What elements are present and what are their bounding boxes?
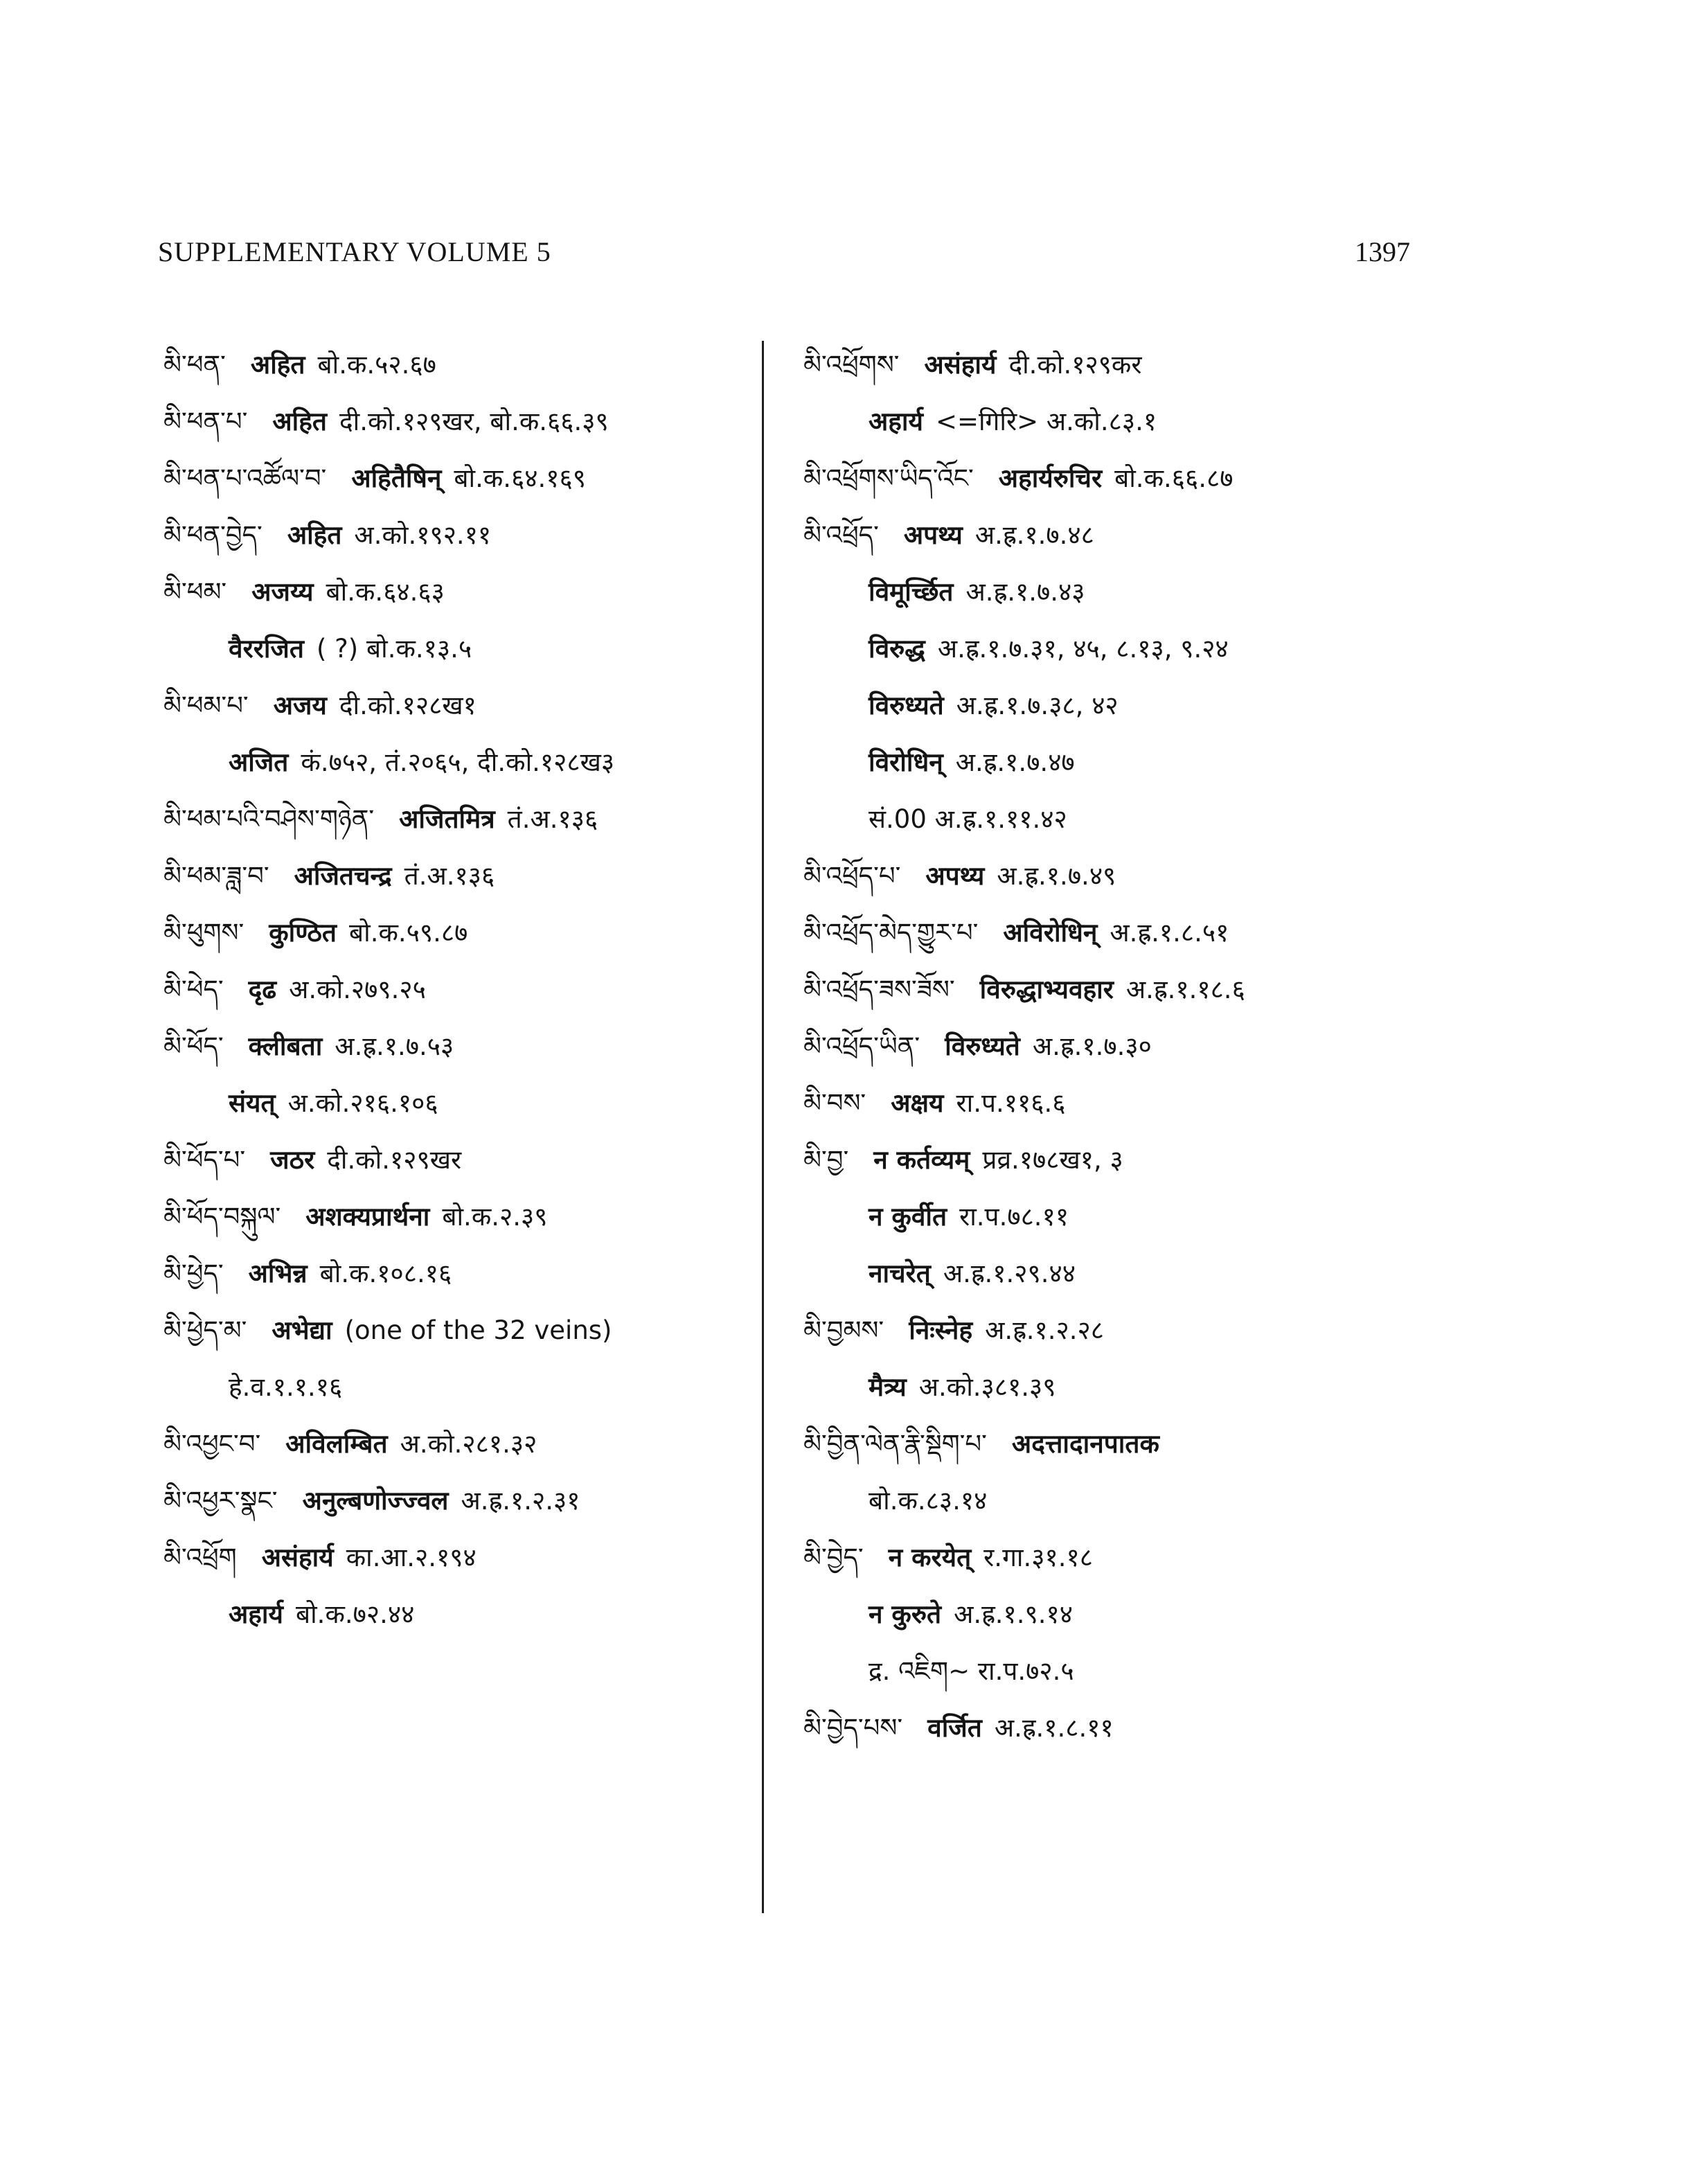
tibetan-headword: མི་ཕན་པ་འཚོལ་བ་ <box>163 463 327 493</box>
sanskrit-equivalent: विरोधिन् <box>869 747 943 777</box>
source-reference: तं.अ.१३६ <box>404 861 495 891</box>
page-number: 1397 <box>1355 236 1410 267</box>
source-reference: दी.को.१२९खर, बो.क.६६.३९ <box>339 407 609 436</box>
source-reference: अ.ह्र.१.७.३० <box>1032 1031 1152 1061</box>
sanskrit-equivalent: अभेद्या <box>271 1315 332 1345</box>
sanskrit-equivalent: अजितमित्र <box>399 804 495 834</box>
running-head <box>158 236 1410 268</box>
dictionary-entry <box>803 1018 1427 1075</box>
source-reference: अ.ह्र.१.७.३१, ४५, ८.१३, ९.२४ <box>937 634 1229 664</box>
sanskrit-equivalent: अक्षय <box>891 1088 944 1118</box>
source-reference: (one of the 32 veins) <box>344 1315 612 1345</box>
source-reference: कं.७५२, तं.२०६५, दी.को.१२८ख३ <box>301 747 615 777</box>
source-reference: अ.ह्र.१.७.४८ <box>974 520 1094 550</box>
sanskrit-equivalent: कुण्ठित <box>269 918 337 948</box>
dictionary-entry <box>803 507 1427 564</box>
tibetan-headword: མི་ཕོད་པ་ <box>163 1145 246 1175</box>
tibetan-headword: མི་ཕྱེད་ <box>163 1259 224 1288</box>
sanskrit-equivalent: न कुर्वीत <box>869 1202 947 1232</box>
sanskrit-equivalent: न कुरुते <box>869 1599 942 1629</box>
source-reference: का.आ.२.१९४ <box>346 1543 477 1572</box>
source-reference: तं.अ.१३६ <box>507 804 598 834</box>
sanskrit-equivalent: अजय्य <box>251 577 314 607</box>
sanskrit-equivalent: विरुद्ध <box>869 634 925 664</box>
sanskrit-equivalent: न कर्तव्यम् <box>873 1145 970 1175</box>
source-reference: अ.ह्र.१.२.२८ <box>985 1315 1105 1345</box>
tibetan-headword: མི་བྱིན་ལེན་རྣི་སྡིག་པ་ <box>803 1429 987 1459</box>
sanskrit-equivalent: विरुद्धाभ्यवहार <box>979 975 1114 1004</box>
tibetan-headword: མི་ཕམ་པའི་བཤེས་གཉེན་ <box>163 804 375 834</box>
tibetan-headword: མི་འཕྲོད་མེད་གྱུར་པ་ <box>803 918 979 948</box>
sanskrit-equivalent: क्लीबता <box>248 1031 323 1061</box>
sanskrit-equivalent: मैत्र्य <box>869 1372 907 1402</box>
tibetan-headword: མི་ཕམ་ <box>163 577 227 607</box>
dictionary-entry <box>163 1018 759 1075</box>
dictionary-entry <box>803 450 1427 507</box>
entry-continuation <box>803 791 1427 848</box>
dictionary-entry <box>163 677 759 734</box>
dictionary-entry <box>803 1075 1427 1132</box>
source-reference: <=गिरि> अ.को.८३.१ <box>935 407 1157 436</box>
dictionary-entry <box>803 1132 1427 1189</box>
tibetan-headword: མི་བྱམས་ <box>803 1315 884 1345</box>
dictionary-entry <box>163 848 759 905</box>
sanskrit-equivalent: अहित <box>250 350 305 380</box>
tibetan-headword: མི་བྱེད་པས་ <box>803 1713 903 1743</box>
entry-continuation <box>803 564 1427 621</box>
tibetan-headword: མི་འཕྱང་བ་ <box>163 1429 261 1459</box>
tibetan-headword: མི་བྱེད་ <box>803 1543 864 1572</box>
tibetan-headword: མི་ཕན་པ་ <box>163 407 248 436</box>
sanskrit-equivalent: अहार्य <box>229 1599 283 1629</box>
dictionary-entry <box>803 905 1427 961</box>
source-reference: हे.व.१.१.१६ <box>229 1372 343 1402</box>
entry-continuation <box>163 734 759 791</box>
dictionary-entry <box>803 848 1427 905</box>
tibetan-headword: མི་འཕྲོགས་ <box>803 350 900 380</box>
volume-title: SUPPLEMENTARY VOLUME 5 <box>158 236 551 267</box>
source-reference: बो.क.६४.१६९ <box>454 463 587 493</box>
tibetan-headword: མི་འཕྱར་སྣང་ <box>163 1486 278 1516</box>
entry-continuation <box>803 1586 1427 1643</box>
sanskrit-equivalent: अपथ्य <box>925 861 985 891</box>
sanskrit-equivalent: वर्जित <box>927 1713 982 1743</box>
source-reference: र.गा.३१.१८ <box>983 1543 1093 1572</box>
tibetan-headword: མི་འཕྲོགས་ཡིད་འོང་ <box>803 463 974 493</box>
sanskrit-equivalent: संयत् <box>229 1088 276 1118</box>
source-reference: सं.00 अ.ह्र.१.११.४२ <box>869 804 1067 834</box>
dictionary-entry <box>163 1473 759 1529</box>
entry-continuation <box>803 1189 1427 1245</box>
dictionary-entry <box>163 791 759 848</box>
dictionary-entry <box>803 337 1427 393</box>
dictionary-entry <box>803 961 1427 1018</box>
source-reference: बो.क.५९.८७ <box>349 918 468 948</box>
tibetan-headword: མི་ཕན་བྱེད་ <box>163 520 262 550</box>
tibetan-headword: མི་ཕྱེད་མ་ <box>163 1315 247 1345</box>
dictionary-entry <box>163 393 759 450</box>
entry-continuation <box>803 677 1427 734</box>
source-reference: बो.क.५२.६७ <box>317 350 436 380</box>
source-reference: अ.को.३८१.३९ <box>918 1372 1056 1402</box>
sanskrit-equivalent: अदत्तादानपातक <box>1011 1429 1159 1459</box>
entry-continuation <box>803 393 1427 450</box>
sanskrit-equivalent: अभिन्न <box>248 1259 308 1288</box>
source-reference: दी.को.१२९कर <box>1008 350 1142 380</box>
source-reference: रा.प.७८.११ <box>959 1202 1069 1232</box>
source-reference: अ.ह्र.१.८.५१ <box>1110 918 1229 948</box>
dictionary-entry <box>163 1132 759 1189</box>
entry-continuation <box>803 1245 1427 1302</box>
source-reference: बो.क.६६.८७ <box>1114 463 1234 493</box>
tibetan-headword: མི་ཕམ་པ་ <box>163 691 249 720</box>
dictionary-entry <box>803 1416 1427 1473</box>
sanskrit-equivalent: अहितैषिन् <box>351 463 442 493</box>
source-reference: अ.ह्र.१.७.५३ <box>335 1031 454 1061</box>
sanskrit-equivalent: विमूर्च्छित <box>869 577 954 607</box>
sanskrit-equivalent: वैररजित <box>229 634 304 664</box>
sanskrit-equivalent: अशक्यप्रार्थना <box>305 1202 430 1232</box>
sanskrit-equivalent: न करयेत् <box>888 1543 972 1572</box>
dictionary-entry <box>163 450 759 507</box>
source-reference: बो.क.१०८.१६ <box>319 1259 452 1288</box>
source-reference: अ.को.१९२.११ <box>354 520 492 550</box>
source-reference: बो.क.६४.६३ <box>326 577 445 607</box>
entry-continuation <box>803 1473 1427 1529</box>
tibetan-headword: མི་ཕེད་ <box>163 975 224 1004</box>
source-reference: अ.ह्र.१.७.४३ <box>965 577 1085 607</box>
sanskrit-equivalent: असंहार्य <box>924 350 997 380</box>
entry-continuation <box>163 621 759 677</box>
dictionary-entry <box>163 1416 759 1473</box>
sanskrit-equivalent: अहार्य <box>869 407 923 436</box>
tibetan-headword: མི་ཕོད་བསྐུལ་ <box>163 1202 281 1232</box>
dictionary-entry <box>163 564 759 621</box>
entry-continuation <box>163 1075 759 1132</box>
column-divider <box>762 341 764 1913</box>
left-column <box>163 337 759 1643</box>
source-reference: अ.को.२८१.३२ <box>400 1429 537 1459</box>
dictionary-entry <box>803 1700 1427 1757</box>
source-reference: द्र. འཇིག~ रा.प.७२.५ <box>869 1656 1074 1686</box>
entry-continuation <box>803 621 1427 677</box>
tibetan-headword: མི་འཕྲོད་པ་ <box>803 861 901 891</box>
dictionary-entry <box>803 1302 1427 1359</box>
sanskrit-equivalent: अहार्यरुचिर <box>998 463 1103 493</box>
tibetan-headword: མི་འཕྲོག <box>163 1543 237 1572</box>
source-reference: अ.को.२१६.१०६ <box>287 1088 438 1118</box>
tibetan-headword: མི་ཕོད་ <box>163 1031 224 1061</box>
sanskrit-equivalent: नाचरेत् <box>869 1259 931 1288</box>
entry-continuation <box>803 734 1427 791</box>
sanskrit-equivalent: अहित <box>272 407 327 436</box>
sanskrit-equivalent: असंहार्य <box>261 1543 334 1572</box>
source-reference: अ.ह्र.१.८.११ <box>994 1713 1114 1743</box>
sanskrit-equivalent: अजितचन्द्र <box>294 861 392 891</box>
source-reference: बो.क.७२.४४ <box>295 1599 415 1629</box>
tibetan-headword: མི་འཕྲོད་ཡིན་ <box>803 1031 920 1061</box>
entry-continuation <box>163 1359 759 1416</box>
source-reference: दी.को.१२८ख१ <box>339 691 477 720</box>
tibetan-headword: མི་བས་ <box>803 1088 866 1118</box>
right-column <box>803 337 1427 1757</box>
source-reference: प्रव्र.१७८ख१, ३ <box>982 1145 1123 1175</box>
source-reference: अ.ह्र.१.७.४९ <box>997 861 1116 891</box>
tibetan-headword: མི་ཕན་ <box>163 350 226 380</box>
sanskrit-equivalent: अहित <box>287 520 342 550</box>
source-reference: अ.ह्र.१.२९.४४ <box>943 1259 1076 1288</box>
source-reference: अ.ह्र.१.९.१४ <box>954 1599 1073 1629</box>
source-reference: बो.क.२.३९ <box>442 1202 548 1232</box>
source-reference: अ.को.२७९.२५ <box>289 975 426 1004</box>
source-reference: अ.ह्र.१.१८.६ <box>1125 975 1245 1004</box>
source-reference: अ.ह्र.१.२.३१ <box>461 1486 580 1516</box>
dictionary-entry <box>163 961 759 1018</box>
tibetan-headword: མི་ཕམ་ཟླ་བ་ <box>163 861 269 891</box>
dictionary-entry <box>163 1189 759 1245</box>
sanskrit-equivalent: विरुध्यते <box>869 691 944 720</box>
tibetan-headword: མི་བྱ་ <box>803 1145 849 1175</box>
sanskrit-equivalent: अजित <box>229 747 289 777</box>
entry-continuation <box>803 1643 1427 1700</box>
sanskrit-equivalent: निःस्नेह <box>909 1315 973 1345</box>
entry-continuation <box>803 1359 1427 1416</box>
source-reference: अ.ह्र.१.७.३८, ४२ <box>956 691 1119 720</box>
sanskrit-equivalent: अजय <box>273 691 327 720</box>
sanskrit-equivalent: विरुध्यते <box>945 1031 1020 1061</box>
dictionary-entry <box>163 1529 759 1586</box>
source-reference: दी.को.१२९खर <box>327 1145 462 1175</box>
sanskrit-equivalent: अनुल्बणोज्ज्वल <box>302 1486 449 1516</box>
sanskrit-equivalent: अविरोधिन् <box>1003 918 1098 948</box>
sanskrit-equivalent: अविलम्बित <box>285 1429 388 1459</box>
entry-continuation <box>163 1586 759 1643</box>
dictionary-entry <box>163 507 759 564</box>
source-reference: ( ?) बो.क.१३.५ <box>316 634 472 664</box>
tibetan-headword: མི་ཕུགས་ <box>163 918 244 948</box>
sanskrit-equivalent: दृढ <box>248 975 277 1004</box>
sanskrit-equivalent: जठर <box>270 1145 315 1175</box>
dictionary-entry <box>163 1302 759 1359</box>
dictionary-entry <box>163 337 759 393</box>
source-reference: बो.क.८३.१४ <box>869 1486 988 1516</box>
tibetan-headword: མི་འཕྲོད་ <box>803 520 879 550</box>
tibetan-headword: མི་འཕྲོད་ཟས་ཟོས་ <box>803 975 955 1004</box>
source-reference: अ.ह्र.१.७.४७ <box>955 747 1075 777</box>
dictionary-entry <box>163 905 759 961</box>
source-reference: रा.प.११६.६ <box>956 1088 1066 1118</box>
dictionary-entry <box>163 1245 759 1302</box>
dictionary-entry <box>803 1529 1427 1586</box>
sanskrit-equivalent: अपथ्य <box>903 520 963 550</box>
